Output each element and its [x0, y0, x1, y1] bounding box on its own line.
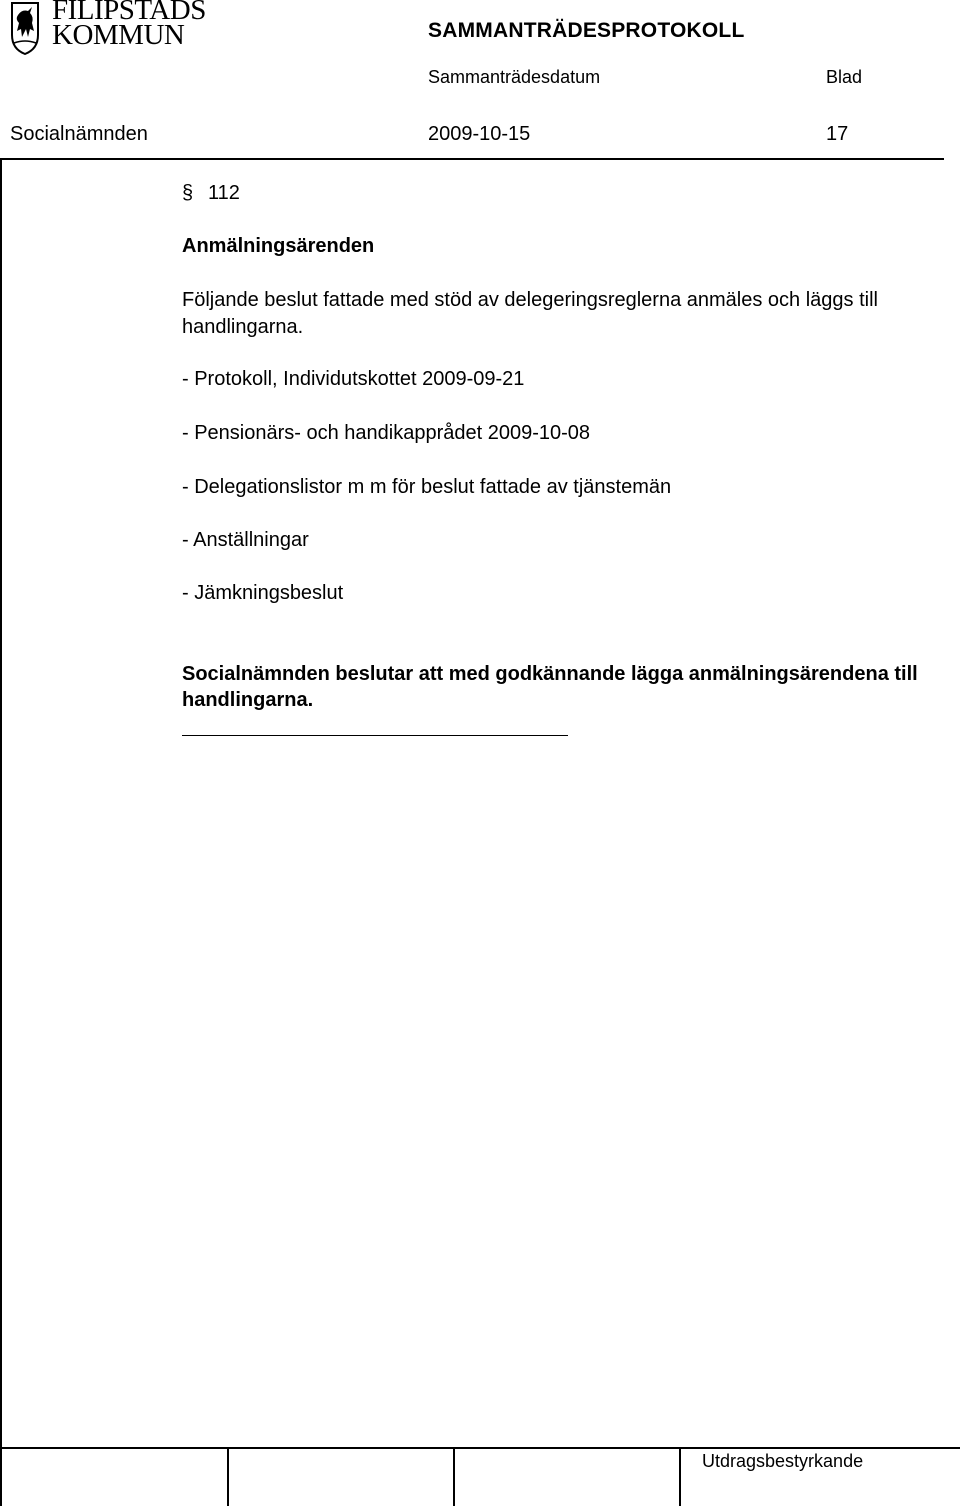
closing-rule	[182, 735, 568, 736]
coat-of-arms-icon	[10, 1, 40, 55]
footer-rule	[0, 1447, 960, 1449]
list-item: - Protokoll, Individutskottet 2009-09-21	[182, 368, 525, 390]
intro-paragraph: Följande beslut fattade med stöd av delegeringsreglerna anmäles och läggs till handlingarna.	[182, 289, 878, 338]
footer-cell-divider	[453, 1447, 455, 1506]
certification-label: Utdragsbestyrkande	[702, 1451, 864, 1471]
body-name: Socialnämnden	[10, 123, 148, 145]
section-heading: Anmälningsärenden	[182, 235, 375, 257]
list-item: - Anställningar	[182, 529, 309, 551]
municipality-logo	[10, 0, 215, 56]
meeting-date: 2009-10-15	[428, 123, 531, 145]
logo-line-2: KOMMUN	[52, 19, 185, 51]
page-label: Blad	[826, 67, 863, 87]
decision-paragraph: Socialnämnden beslutar att med godkännande lägga anmälningsärendena till handlingarna.	[182, 663, 918, 711]
list-item: - Delegationslistor m m för beslut fattade av tjänstemän	[182, 476, 672, 498]
footer-cell-divider	[0, 1447, 2, 1506]
header-rule	[0, 158, 944, 160]
list-item: - Jämkningsbeslut	[182, 582, 344, 604]
footer-cell-divider	[679, 1447, 681, 1506]
section-number: 112	[208, 182, 240, 204]
document-title: SAMMANTRÄDESPROTOKOLL	[428, 19, 745, 42]
date-label: Sammanträdesdatum	[428, 67, 601, 87]
section-symbol: §	[182, 182, 194, 204]
list-item: - Pensionärs- och handikapprådet 2009-10-08	[182, 422, 591, 444]
footer-cell-divider	[227, 1447, 229, 1506]
logo-line-1: FILIPSTADS	[52, 0, 206, 26]
page-number: 17	[826, 123, 849, 145]
left-margin-rule	[0, 160, 2, 1448]
